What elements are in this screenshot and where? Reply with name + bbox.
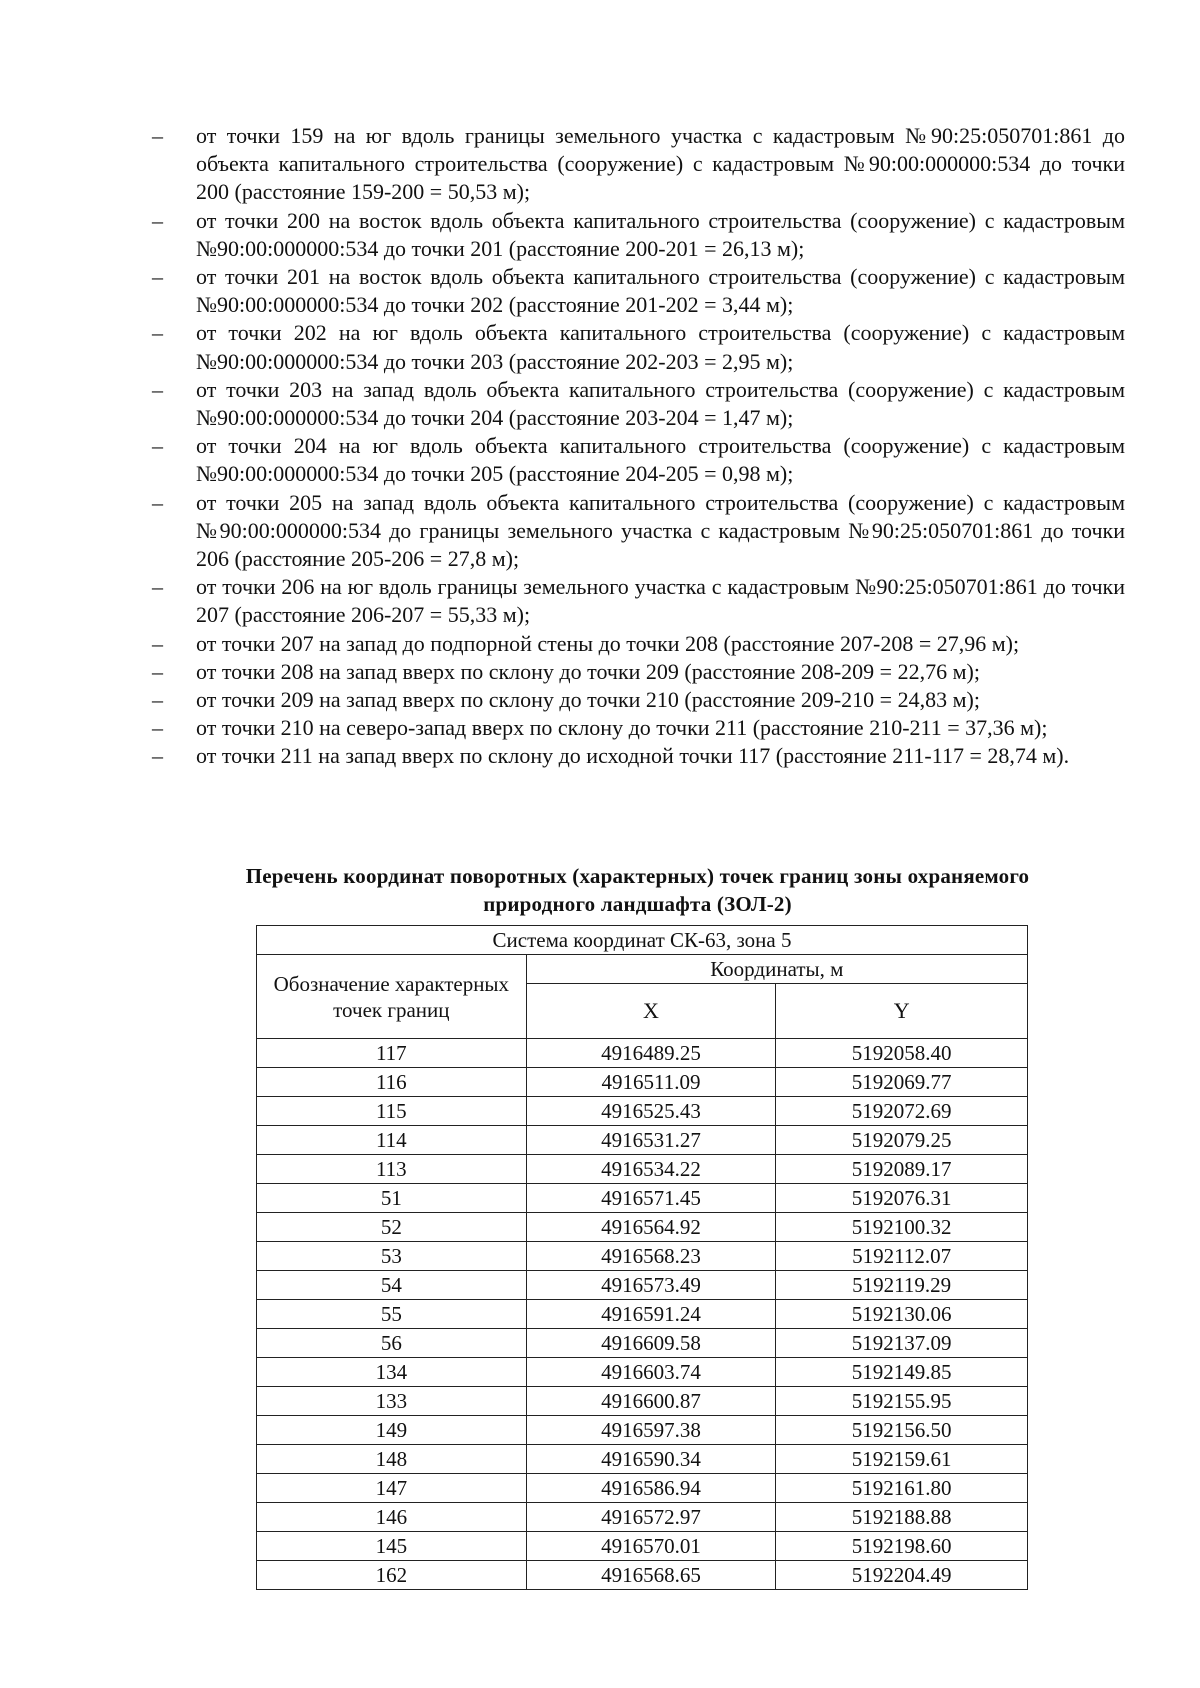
y-cell: 5192204.49 [776, 1561, 1028, 1590]
list-dash: – [152, 123, 163, 148]
table-title-line-2: природного ландшафта (ЗОЛ-2) [483, 892, 792, 916]
y-cell: 5192079.25 [776, 1126, 1028, 1155]
x-cell: 4916571.45 [526, 1184, 776, 1213]
y-cell: 5192161.80 [776, 1474, 1028, 1503]
list-item-text: от точки 159 на юг вдоль границы земельного участка с кадастровым №90:25:050701:861 до объекта капитального строительства (сооружение) с кадастровым №90:00:000000:534 до точки 200 (расстояние 159-200 = 50,53 м); [196, 123, 1125, 205]
list-dash: – [152, 376, 163, 402]
list-dash: – [152, 264, 163, 290]
list-item-text: от точки 203 на запад вдоль объекта капитального строительства (сооружение) с кадастровым №90:00:000000:534 до точки 204 (расстояние 203-204 = 1,47 м); [196, 376, 1125, 431]
designation-header: Обозначение характерных точек границ [257, 955, 527, 1039]
x-cell: 4916603.74 [526, 1358, 776, 1387]
coordinate-system-cell: Система координат СК-63, зона 5 [257, 926, 1028, 955]
table-row [257, 1068, 1028, 1097]
y-cell: 5192149.85 [776, 1358, 1028, 1387]
x-cell: 4916570.01 [526, 1532, 776, 1561]
list-item-text: от точки 205 на запад вдоль объекта капитального строительства (сооружение) с кадастровым №90:00:000000:534 до границы земельного участка с кадастровым №90:25:050701:861 до точки 206 (расстояние 205-206 = 27,8 м); [196, 489, 1125, 572]
point-cell: 116 [257, 1068, 527, 1097]
table-title-line-1: Перечень координат поворотных (характерных) точек границ зоны охраняемого [245, 864, 1030, 888]
point-cell: 51 [257, 1184, 527, 1213]
point-cell: 56 [257, 1329, 527, 1358]
table-row [257, 1300, 1028, 1329]
y-cell: 5192100.32 [776, 1213, 1028, 1242]
table-row [257, 1329, 1028, 1358]
list-item-text: от точки 208 на запад вверх по склону до точки 209 (расстояние 208-209 = 22,76 м); [196, 658, 980, 684]
x-cell: 4916525.43 [526, 1097, 776, 1126]
list-item [150, 658, 1125, 686]
list-item [150, 122, 1125, 207]
list-item-text: от точки 211 на запад вверх по склону до исходной точки 117 (расстояние 211-117 = 28,74 м). [196, 743, 1070, 769]
list-item [150, 742, 1125, 770]
list-item-text: от точки 200 на восток вдоль объекта капитального строительства (сооружение) с кадастровым №90:00:000000:534 до точки 201 (расстояние 200-201 = 26,13 м); [196, 207, 1125, 261]
list-dash: – [152, 658, 163, 684]
table-row [257, 1474, 1028, 1503]
point-cell: 53 [257, 1242, 527, 1271]
list-item-text: от точки 206 на юг вдоль границы земельного участка с кадастровым №90:25:050701:861 до точки 207 (расстояние 206-207 = 55,33 м); [196, 574, 1125, 628]
point-cell: 146 [257, 1503, 527, 1532]
list-item-text: от точки 204 на юг вдоль объекта капитального строительства (сооружение) с кадастровым №90:00:000000:534 до точки 205 (расстояние 204-205 = 0,98 м); [196, 433, 1125, 487]
list-dash: – [152, 574, 163, 600]
point-cell: 115 [257, 1097, 527, 1126]
list-dash: – [152, 715, 163, 741]
table-body [257, 1039, 1028, 1590]
list-dash: – [152, 687, 163, 713]
table-row [257, 1213, 1028, 1242]
y-cell: 5192072.69 [776, 1097, 1028, 1126]
table-row [257, 1358, 1028, 1387]
point-cell: 145 [257, 1532, 527, 1561]
y-cell: 5192137.09 [776, 1329, 1028, 1358]
point-cell: 147 [257, 1474, 527, 1503]
list-dash: – [152, 489, 163, 515]
list-item-text: от точки 201 на восток вдоль объекта капитального строительства (сооружение) с кадастровым №90:00:000000:534 до точки 202 (расстояние 201-202 = 3,44 м); [196, 264, 1125, 318]
point-cell: 114 [257, 1126, 527, 1155]
list-item-text: от точки 209 на запад вверх по склону до точки 210 (расстояние 209-210 = 24,83 м); [196, 687, 980, 713]
point-cell: 52 [257, 1213, 527, 1242]
list-item [150, 207, 1125, 263]
list-item-text: от точки 207 на запад до подпорной стены до точки 208 (расстояние 207-208 = 27,96 м); [196, 630, 1020, 656]
table-row [257, 1271, 1028, 1300]
y-cell: 5192130.06 [776, 1300, 1028, 1329]
point-cell: 117 [257, 1039, 527, 1068]
x-cell: 4916609.58 [526, 1329, 776, 1358]
table-row [257, 1039, 1028, 1068]
y-header: Y [776, 984, 1028, 1039]
y-cell: 5192076.31 [776, 1184, 1028, 1213]
y-cell: 5192155.95 [776, 1387, 1028, 1416]
list-item-text: от точки 210 на северо-запад вверх по склону до точки 211 (расстояние 210-211 = 37,36 м); [196, 715, 1048, 741]
point-cell: 54 [257, 1271, 527, 1300]
table-row [257, 1126, 1028, 1155]
list-item [150, 630, 1125, 658]
y-cell: 5192159.61 [776, 1445, 1028, 1474]
x-cell: 4916586.94 [526, 1474, 776, 1503]
table-row [257, 1445, 1028, 1474]
coordinates-header: Координаты, м [526, 955, 1027, 984]
table-row [257, 1532, 1028, 1561]
x-cell: 4916489.25 [526, 1039, 776, 1068]
x-header: X [526, 984, 776, 1039]
list-item [150, 714, 1125, 742]
table-row [257, 1561, 1028, 1590]
list-item [150, 376, 1125, 432]
x-cell: 4916534.22 [526, 1155, 776, 1184]
y-cell: 5192188.88 [776, 1503, 1028, 1532]
x-cell: 4916564.92 [526, 1213, 776, 1242]
y-cell: 5192119.29 [776, 1271, 1028, 1300]
list-dash: – [152, 743, 163, 769]
x-cell: 4916572.97 [526, 1503, 776, 1532]
x-cell: 4916590.34 [526, 1445, 776, 1474]
list-item [150, 686, 1125, 714]
point-cell: 133 [257, 1387, 527, 1416]
point-cell: 148 [257, 1445, 527, 1474]
table-title [150, 862, 1125, 918]
x-cell: 4916568.23 [526, 1242, 776, 1271]
point-cell: 162 [257, 1561, 527, 1590]
table-row [257, 1503, 1028, 1532]
table-row [257, 1242, 1028, 1271]
table-row [257, 1416, 1028, 1445]
x-cell: 4916597.38 [526, 1416, 776, 1445]
y-cell: 5192112.07 [776, 1242, 1028, 1271]
y-cell: 5192089.17 [776, 1155, 1028, 1184]
y-cell: 5192058.40 [776, 1039, 1028, 1068]
table-row [257, 1155, 1028, 1184]
x-cell: 4916591.24 [526, 1300, 776, 1329]
list-dash: – [152, 320, 163, 346]
list-item-text: от точки 202 на юг вдоль объекта капитального строительства (сооружение) с кадастровым №90:00:000000:534 до точки 203 (расстояние 202-203 = 2,95 м); [196, 320, 1125, 374]
list-item [150, 489, 1125, 574]
y-cell: 5192069.77 [776, 1068, 1028, 1097]
list-item [150, 573, 1125, 629]
x-cell: 4916573.49 [526, 1271, 776, 1300]
list-item [150, 432, 1125, 488]
point-cell: 134 [257, 1358, 527, 1387]
y-cell: 5192156.50 [776, 1416, 1028, 1445]
list-item [150, 263, 1125, 319]
header-row [257, 955, 1028, 984]
x-cell: 4916600.87 [526, 1387, 776, 1416]
x-cell: 4916531.27 [526, 1126, 776, 1155]
point-cell: 113 [257, 1155, 527, 1184]
point-cell: 55 [257, 1300, 527, 1329]
x-cell: 4916511.09 [526, 1068, 776, 1097]
x-cell: 4916568.65 [526, 1561, 776, 1590]
list-dash: – [152, 207, 163, 233]
table-row [257, 1387, 1028, 1416]
list-dash: – [152, 630, 163, 656]
table-row [257, 1184, 1028, 1213]
list-item [150, 319, 1125, 375]
point-cell: 149 [257, 1416, 527, 1445]
boundary-description-list [150, 122, 1125, 771]
table-row [257, 1097, 1028, 1126]
coordinates-table [256, 925, 1028, 1590]
y-cell: 5192198.60 [776, 1532, 1028, 1561]
list-dash: – [152, 433, 163, 459]
coordinate-system-row [257, 926, 1028, 955]
